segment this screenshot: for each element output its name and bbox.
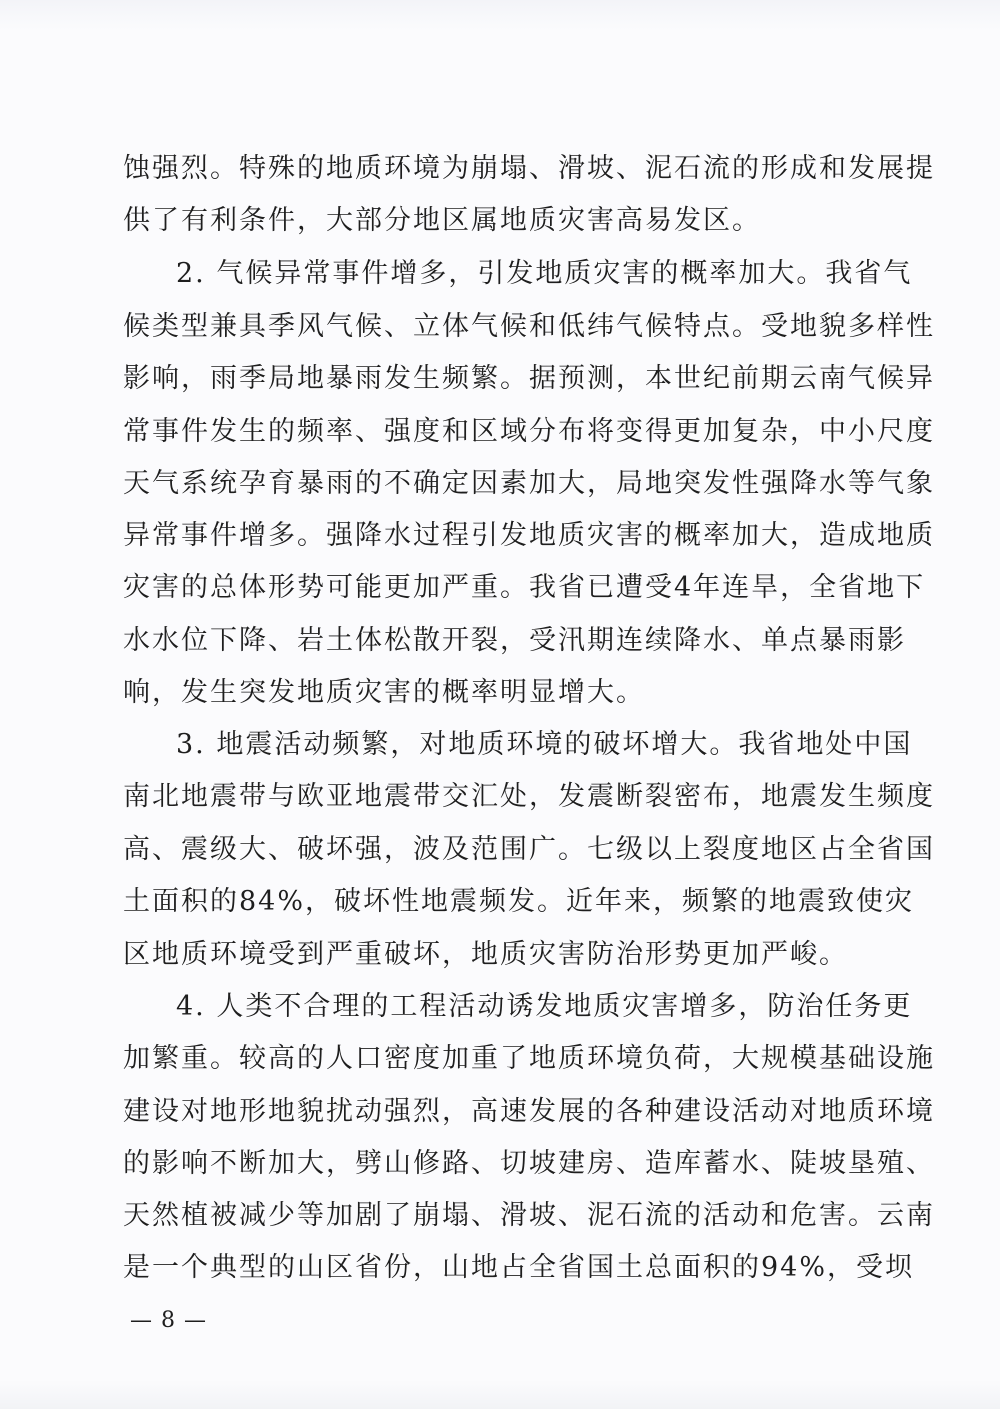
page-number: — 8 — — [130, 1308, 207, 1333]
text-line: 高、震级大、破坏强，波及范围广。七级以上裂度地区占全省国 — [123, 834, 935, 865]
text-line: 影响，雨季局地暴雨发生频繁。据预测，本世纪前期云南气候异 — [123, 363, 935, 394]
text-line: 建设对地形地貌扰动强烈，高速发展的各种建设活动对地质环境 — [123, 1096, 935, 1127]
text-line: 水水位下降、岩土体松散开裂，受汛期连续降水、单点暴雨影 — [123, 625, 906, 656]
text-line: 蚀强烈。特殊的地质环境为崩塌、滑坡、泥石流的形成和发展提 — [123, 153, 935, 184]
text-line: 响，发生突发地质灾害的概率明显增大。 — [123, 677, 645, 708]
paragraph-heading: 3. 地震活动频繁，对地质环境的破坏增大。我省地处中国 — [176, 729, 913, 760]
text-line: 常事件发生的频率、强度和区域分布将变得更加复杂，中小尺度 — [123, 416, 935, 447]
text-line: 天气系统孕育暴雨的不确定因素加大，局地突发性强降水等气象 — [123, 468, 935, 499]
paragraph-heading: 4. 人类不合理的工程活动诱发地质灾害增多，防治任务更 — [176, 991, 913, 1022]
text-line: 异常事件增多。强降水过程引发地质灾害的概率加大，造成地质 — [123, 520, 935, 551]
text-line: 区地质环境受到严重破坏，地质灾害防治形势更加严峻。 — [123, 939, 848, 970]
text-line: 天然植被减少等加剧了崩塌、滑坡、泥石流的活动和危害。云南 — [123, 1200, 935, 1231]
text-line: 灾害的总体形势可能更加严重。我省已遭受4年连旱，全省地下 — [123, 572, 926, 603]
text-line: 的影响不断加大，劈山修路、切坡建房、造库蓄水、陡坡垦殖、 — [123, 1148, 935, 1179]
paragraph-heading: 2. 气候异常事件增多，引发地质灾害的概率加大。我省气 — [176, 258, 913, 289]
text-line: 加繁重。较高的人口密度加重了地质环境负荷，大规模基础设施 — [123, 1043, 935, 1074]
text-line: 候类型兼具季风气候、立体气候和低纬气候特点。受地貌多样性 — [123, 311, 935, 342]
text-line: 是一个典型的山区省份，山地占全省国土总面积的94%，受坝 — [123, 1252, 915, 1283]
text-line: 供了有利条件，大部分地区属地质灾害高易发区。 — [123, 205, 761, 236]
text-line: 南北地震带与欧亚地震带交汇处，发震断裂密布，地震发生频度 — [123, 781, 935, 812]
text-line: 土面积的84%，破坏性地震频发。近年来，频繁的地震致使灾 — [123, 886, 915, 917]
